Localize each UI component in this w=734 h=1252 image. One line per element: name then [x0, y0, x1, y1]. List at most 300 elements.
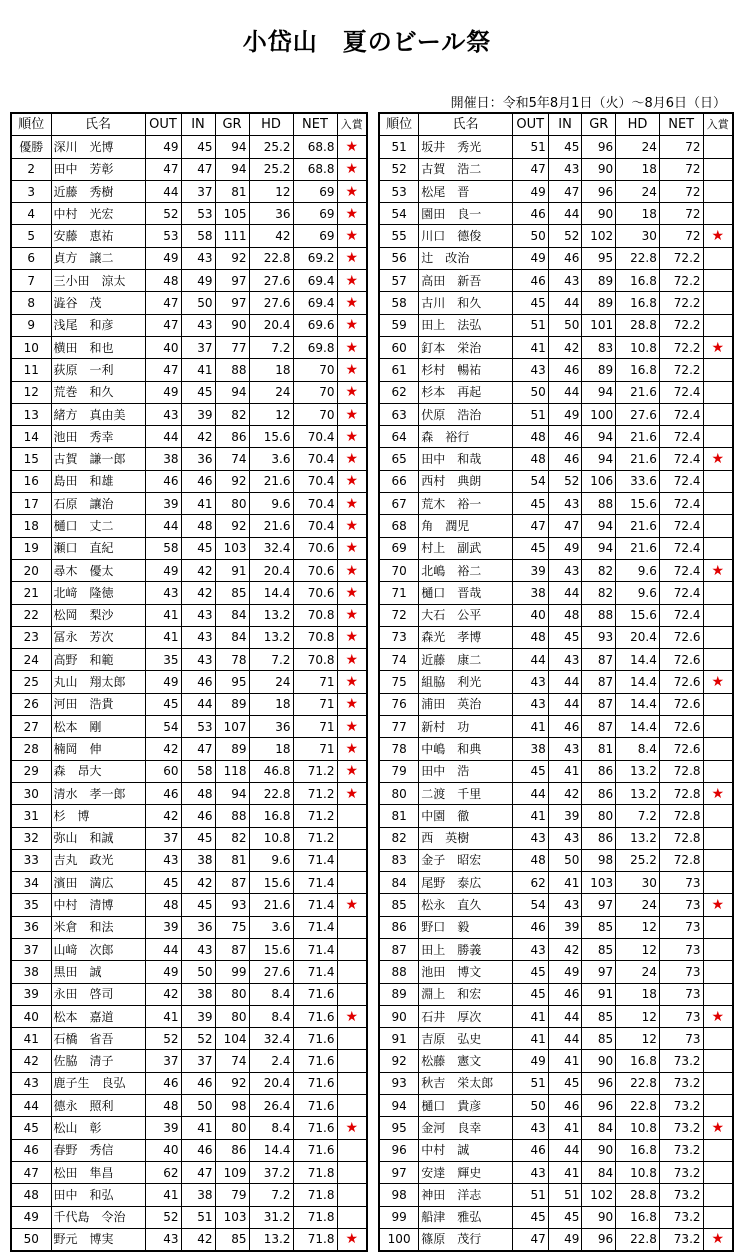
name-cell: 伏原 浩治	[419, 403, 513, 425]
name-cell: 松本 剛	[51, 716, 145, 738]
name-cell: 冨永 芳次	[51, 626, 145, 648]
in-cell: 44	[548, 292, 582, 314]
net-cell: 70.8	[293, 604, 337, 626]
name-cell: 森光 孝博	[419, 626, 513, 648]
rank-cell: 46	[11, 1139, 51, 1161]
prize-star-icon	[703, 916, 733, 938]
handicap-cell: 21.6	[249, 470, 293, 492]
table-row	[379, 582, 733, 604]
handicap-cell: 22.8	[249, 247, 293, 269]
out-cell: 51	[512, 314, 548, 336]
gross-cell: 87	[582, 671, 616, 693]
handicap-cell: 16.8	[616, 1206, 660, 1228]
name-cell: 田中 和弘	[51, 1184, 145, 1206]
table-row	[11, 849, 367, 871]
in-cell: 50	[181, 1095, 215, 1117]
in-cell: 39	[548, 916, 582, 938]
name-cell: 新村 功	[419, 716, 513, 738]
handicap-cell: 16.8	[616, 1139, 660, 1161]
prize-star-icon	[337, 872, 367, 894]
in-cell: 46	[548, 426, 582, 448]
out-cell: 46	[512, 203, 548, 225]
rank-cell: 99	[379, 1206, 419, 1228]
in-cell: 45	[548, 626, 582, 648]
handicap-cell: 25.2	[616, 849, 660, 871]
out-cell: 41	[512, 1005, 548, 1027]
gross-cell: 87	[582, 716, 616, 738]
rank-cell: 23	[11, 626, 51, 648]
name-cell: 丸山 翔太郎	[51, 671, 145, 693]
prize-star-icon	[337, 1206, 367, 1228]
table-row	[379, 738, 733, 760]
out-cell: 46	[145, 1072, 181, 1094]
rank-cell: 92	[379, 1050, 419, 1072]
handicap-cell: 8.4	[616, 738, 660, 760]
gross-cell: 82	[582, 582, 616, 604]
gross-cell: 111	[215, 225, 249, 247]
out-cell: 53	[145, 225, 181, 247]
handicap-cell: 12	[616, 1005, 660, 1027]
table-row	[379, 604, 733, 626]
prize-star-icon: ★	[337, 716, 367, 738]
net-cell: 72.4	[659, 381, 703, 403]
net-cell: 72.6	[659, 671, 703, 693]
handicap-cell: 8.4	[249, 983, 293, 1005]
rank-cell: 55	[379, 225, 419, 247]
prize-star-icon: ★	[337, 1005, 367, 1027]
in-cell: 42	[548, 782, 582, 804]
in-cell: 43	[181, 314, 215, 336]
handicap-cell: 21.6	[616, 537, 660, 559]
name-cell: 中嶋 和典	[419, 738, 513, 760]
in-cell: 47	[181, 738, 215, 760]
name-cell: 松本 嘉道	[51, 1005, 145, 1027]
net-cell: 71	[293, 693, 337, 715]
handicap-cell: 24	[616, 894, 660, 916]
in-cell: 43	[181, 938, 215, 960]
in-cell: 46	[181, 671, 215, 693]
prize-star-icon	[703, 626, 733, 648]
name-cell: 金子 昭宏	[419, 849, 513, 871]
gross-cell: 83	[582, 336, 616, 358]
net-cell: 69.4	[293, 270, 337, 292]
handicap-cell: 20.4	[249, 314, 293, 336]
name-cell: 楠岡 伸	[51, 738, 145, 760]
table-row	[11, 180, 367, 202]
name-cell: 樋口 晋哉	[419, 582, 513, 604]
table-row	[379, 1095, 733, 1117]
gross-cell: 74	[215, 448, 249, 470]
out-cell: 39	[512, 559, 548, 581]
name-cell: 中村 誠	[419, 1139, 513, 1161]
in-cell: 43	[548, 270, 582, 292]
rank-cell: 51	[379, 136, 419, 158]
net-cell: 72.4	[659, 515, 703, 537]
gross-cell: 93	[215, 894, 249, 916]
net-cell: 72.6	[659, 693, 703, 715]
handicap-cell: 9.6	[616, 582, 660, 604]
table-row	[379, 1028, 733, 1050]
header-handicap: HD	[616, 113, 660, 136]
gross-cell: 92	[215, 1072, 249, 1094]
handicap-cell: 13.2	[249, 626, 293, 648]
name-cell: 千代島 令治	[51, 1206, 145, 1228]
name-cell: 中村 光宏	[51, 203, 145, 225]
out-cell: 38	[145, 448, 181, 470]
rank-cell: 80	[379, 782, 419, 804]
handicap-cell: 27.6	[249, 961, 293, 983]
rank-cell: 75	[379, 671, 419, 693]
name-cell: 森 裕行	[419, 426, 513, 448]
header-prize: 入賞	[703, 113, 733, 136]
table-row	[379, 938, 733, 960]
rank-cell: 89	[379, 983, 419, 1005]
table-row	[11, 983, 367, 1005]
rank-cell: 優勝	[11, 136, 51, 158]
rank-cell: 15	[11, 448, 51, 470]
net-cell: 70.6	[293, 582, 337, 604]
out-cell: 45	[512, 537, 548, 559]
gross-cell: 97	[215, 292, 249, 314]
table-row	[11, 693, 367, 715]
header-in: IN	[181, 113, 215, 136]
handicap-cell: 8.4	[249, 1117, 293, 1139]
handicap-cell: 7.2	[249, 1184, 293, 1206]
handicap-cell: 32.4	[249, 1028, 293, 1050]
table-row	[379, 448, 733, 470]
handicap-cell: 21.6	[616, 515, 660, 537]
rank-cell: 47	[11, 1161, 51, 1183]
out-cell: 46	[145, 470, 181, 492]
name-cell: 吉原 弘史	[419, 1028, 513, 1050]
out-cell: 43	[145, 403, 181, 425]
gross-cell: 90	[582, 203, 616, 225]
in-cell: 41	[548, 1050, 582, 1072]
net-cell: 71.2	[293, 782, 337, 804]
prize-star-icon	[703, 247, 733, 269]
prize-star-icon	[337, 1139, 367, 1161]
handicap-cell: 18	[616, 203, 660, 225]
name-cell: 澁谷 茂	[51, 292, 145, 314]
handicap-cell: 16.8	[616, 1050, 660, 1072]
out-cell: 41	[512, 805, 548, 827]
net-cell: 73.2	[659, 1139, 703, 1161]
in-cell: 47	[548, 515, 582, 537]
gross-cell: 80	[215, 1005, 249, 1027]
handicap-cell: 2.4	[249, 1050, 293, 1072]
gross-cell: 105	[215, 203, 249, 225]
prize-star-icon: ★	[337, 381, 367, 403]
rank-cell: 24	[11, 649, 51, 671]
table-row	[11, 1028, 367, 1050]
net-cell: 73.2	[659, 1184, 703, 1206]
name-cell: 濱田 満広	[51, 872, 145, 894]
table-row	[11, 359, 367, 381]
in-cell: 46	[181, 470, 215, 492]
in-cell: 46	[548, 716, 582, 738]
out-cell: 37	[145, 827, 181, 849]
out-cell: 40	[145, 1139, 181, 1161]
in-cell: 37	[181, 180, 215, 202]
name-cell: 古賀 浩二	[419, 158, 513, 180]
handicap-cell: 7.2	[249, 336, 293, 358]
gross-cell: 94	[582, 426, 616, 448]
name-cell: 横田 和也	[51, 336, 145, 358]
handicap-cell: 24	[616, 180, 660, 202]
net-cell: 72	[659, 136, 703, 158]
table-row	[11, 1072, 367, 1094]
net-cell: 70.8	[293, 649, 337, 671]
rank-cell: 48	[11, 1184, 51, 1206]
gross-cell: 89	[582, 359, 616, 381]
net-cell: 71.8	[293, 1206, 337, 1228]
handicap-cell: 27.6	[249, 292, 293, 314]
table-row	[11, 403, 367, 425]
handicap-cell: 36	[249, 716, 293, 738]
net-cell: 73	[659, 1005, 703, 1027]
table-row	[379, 805, 733, 827]
header-net: NET	[659, 113, 703, 136]
rank-cell: 38	[11, 961, 51, 983]
table-row	[379, 626, 733, 648]
rank-cell: 21	[11, 582, 51, 604]
table-row	[11, 1139, 367, 1161]
gross-cell: 87	[582, 693, 616, 715]
net-cell: 73.2	[659, 1161, 703, 1183]
net-cell: 70.4	[293, 448, 337, 470]
in-cell: 50	[181, 292, 215, 314]
gross-cell: 98	[582, 849, 616, 871]
net-cell: 71.6	[293, 1028, 337, 1050]
out-cell: 40	[512, 604, 548, 626]
table-row	[11, 738, 367, 760]
net-cell: 71	[293, 671, 337, 693]
net-cell: 70	[293, 403, 337, 425]
results-table-left	[10, 112, 368, 1252]
name-cell: 荻原 一利	[51, 359, 145, 381]
gross-cell: 82	[215, 403, 249, 425]
handicap-cell: 25.2	[249, 136, 293, 158]
in-cell: 37	[181, 1050, 215, 1072]
net-cell: 71	[293, 738, 337, 760]
table-row	[11, 426, 367, 448]
rank-cell: 83	[379, 849, 419, 871]
rank-cell: 64	[379, 426, 419, 448]
gross-cell: 103	[582, 872, 616, 894]
name-cell: 神田 洋志	[419, 1184, 513, 1206]
name-cell: 田中 浩	[419, 760, 513, 782]
prize-star-icon	[703, 983, 733, 1005]
prize-star-icon	[703, 136, 733, 158]
out-cell: 47	[512, 1228, 548, 1251]
net-cell: 72	[659, 158, 703, 180]
prize-star-icon	[337, 983, 367, 1005]
in-cell: 52	[548, 470, 582, 492]
net-cell: 70.6	[293, 537, 337, 559]
prize-star-icon	[337, 805, 367, 827]
gross-cell: 85	[215, 582, 249, 604]
out-cell: 47	[145, 314, 181, 336]
gross-cell: 88	[582, 493, 616, 515]
table-row	[11, 760, 367, 782]
prize-star-icon: ★	[337, 247, 367, 269]
in-cell: 39	[181, 403, 215, 425]
prize-star-icon: ★	[337, 403, 367, 425]
net-cell: 72.4	[659, 403, 703, 425]
in-cell: 46	[181, 1139, 215, 1161]
out-cell: 54	[145, 716, 181, 738]
out-cell: 54	[512, 470, 548, 492]
handicap-cell: 28.8	[616, 1184, 660, 1206]
net-cell: 69	[293, 180, 337, 202]
net-cell: 71.2	[293, 827, 337, 849]
net-cell: 72.4	[659, 582, 703, 604]
in-cell: 45	[181, 827, 215, 849]
rank-cell: 18	[11, 515, 51, 537]
name-cell: 辻 改治	[419, 247, 513, 269]
handicap-cell: 27.6	[249, 270, 293, 292]
handicap-cell: 37.2	[249, 1161, 293, 1183]
out-cell: 54	[512, 894, 548, 916]
header-gross: GR	[215, 113, 249, 136]
gross-cell: 84	[215, 626, 249, 648]
net-cell: 72	[659, 225, 703, 247]
net-cell: 72.6	[659, 716, 703, 738]
in-cell: 43	[548, 649, 582, 671]
out-cell: 40	[145, 336, 181, 358]
prize-star-icon: ★	[337, 604, 367, 626]
name-cell: 深川 光博	[51, 136, 145, 158]
in-cell: 46	[548, 1095, 582, 1117]
rank-cell: 14	[11, 426, 51, 448]
handicap-cell: 13.2	[249, 1228, 293, 1251]
out-cell: 49	[512, 1050, 548, 1072]
gross-cell: 96	[582, 1095, 616, 1117]
prize-star-icon	[337, 1072, 367, 1094]
table-row	[11, 381, 367, 403]
out-cell: 49	[145, 559, 181, 581]
out-cell: 38	[512, 582, 548, 604]
in-cell: 44	[548, 1028, 582, 1050]
out-cell: 48	[512, 448, 548, 470]
handicap-cell: 12	[616, 916, 660, 938]
rank-cell: 50	[11, 1228, 51, 1251]
name-cell: 安藤 恵祐	[51, 225, 145, 247]
prize-star-icon: ★	[337, 314, 367, 336]
rank-cell: 79	[379, 760, 419, 782]
prize-star-icon: ★	[337, 515, 367, 537]
net-cell: 71.4	[293, 849, 337, 871]
out-cell: 42	[145, 983, 181, 1005]
prize-star-icon	[337, 1095, 367, 1117]
out-cell: 43	[145, 1228, 181, 1251]
rank-cell: 94	[379, 1095, 419, 1117]
name-cell: 石橋 省吾	[51, 1028, 145, 1050]
table-row	[379, 649, 733, 671]
out-cell: 49	[145, 961, 181, 983]
handicap-cell: 30	[616, 872, 660, 894]
prize-star-icon	[703, 738, 733, 760]
out-cell: 37	[145, 1050, 181, 1072]
header-gross: GR	[582, 113, 616, 136]
gross-cell: 94	[582, 448, 616, 470]
name-cell: 園田 良一	[419, 203, 513, 225]
prize-star-icon: ★	[337, 359, 367, 381]
rank-cell: 86	[379, 916, 419, 938]
name-cell: 金河 良幸	[419, 1117, 513, 1139]
out-cell: 46	[512, 270, 548, 292]
in-cell: 44	[548, 582, 582, 604]
gross-cell: 94	[215, 158, 249, 180]
table-row	[379, 381, 733, 403]
rank-cell: 88	[379, 961, 419, 983]
out-cell: 47	[512, 158, 548, 180]
prize-star-icon	[703, 604, 733, 626]
prize-star-icon	[703, 270, 733, 292]
rank-cell: 9	[11, 314, 51, 336]
out-cell: 41	[512, 1028, 548, 1050]
table-row	[11, 336, 367, 358]
handicap-cell: 27.6	[616, 403, 660, 425]
rank-cell: 97	[379, 1161, 419, 1183]
net-cell: 71.6	[293, 1005, 337, 1027]
out-cell: 43	[512, 1117, 548, 1139]
handicap-cell: 7.2	[616, 805, 660, 827]
rank-cell: 25	[11, 671, 51, 693]
in-cell: 46	[548, 983, 582, 1005]
in-cell: 45	[548, 136, 582, 158]
handicap-cell: 9.6	[249, 849, 293, 871]
prize-star-icon: ★	[337, 760, 367, 782]
rank-cell: 30	[11, 782, 51, 804]
name-cell: 近藤 秀樹	[51, 180, 145, 202]
net-cell: 72.8	[659, 805, 703, 827]
in-cell: 45	[181, 381, 215, 403]
out-cell: 49	[145, 136, 181, 158]
handicap-cell: 15.6	[249, 938, 293, 960]
table-row	[379, 1050, 733, 1072]
table-row	[11, 292, 367, 314]
prize-star-icon: ★	[337, 894, 367, 916]
rank-cell: 100	[379, 1228, 419, 1251]
table-row	[379, 1005, 733, 1027]
table-row	[379, 1161, 733, 1183]
prize-star-icon: ★	[337, 336, 367, 358]
handicap-cell: 16.8	[616, 359, 660, 381]
name-cell: 松田 隼昌	[51, 1161, 145, 1183]
header-name: 氏名	[51, 113, 145, 136]
net-cell: 71.4	[293, 961, 337, 983]
net-cell: 70.4	[293, 493, 337, 515]
net-cell: 73.2	[659, 1050, 703, 1072]
table-row	[379, 515, 733, 537]
prize-star-icon: ★	[703, 336, 733, 358]
rank-cell: 72	[379, 604, 419, 626]
in-cell: 45	[181, 136, 215, 158]
in-cell: 49	[548, 537, 582, 559]
table-row	[11, 203, 367, 225]
handicap-cell: 13.2	[249, 604, 293, 626]
handicap-cell: 16.8	[616, 292, 660, 314]
in-cell: 41	[548, 1161, 582, 1183]
table-row	[11, 559, 367, 581]
name-cell: 川口 德俊	[419, 225, 513, 247]
prize-star-icon	[703, 403, 733, 425]
name-cell: 荒木 裕一	[419, 493, 513, 515]
name-cell: 野元 博実	[51, 1228, 145, 1251]
in-cell: 44	[548, 1139, 582, 1161]
name-cell: 秋吉 栄太郎	[419, 1072, 513, 1094]
